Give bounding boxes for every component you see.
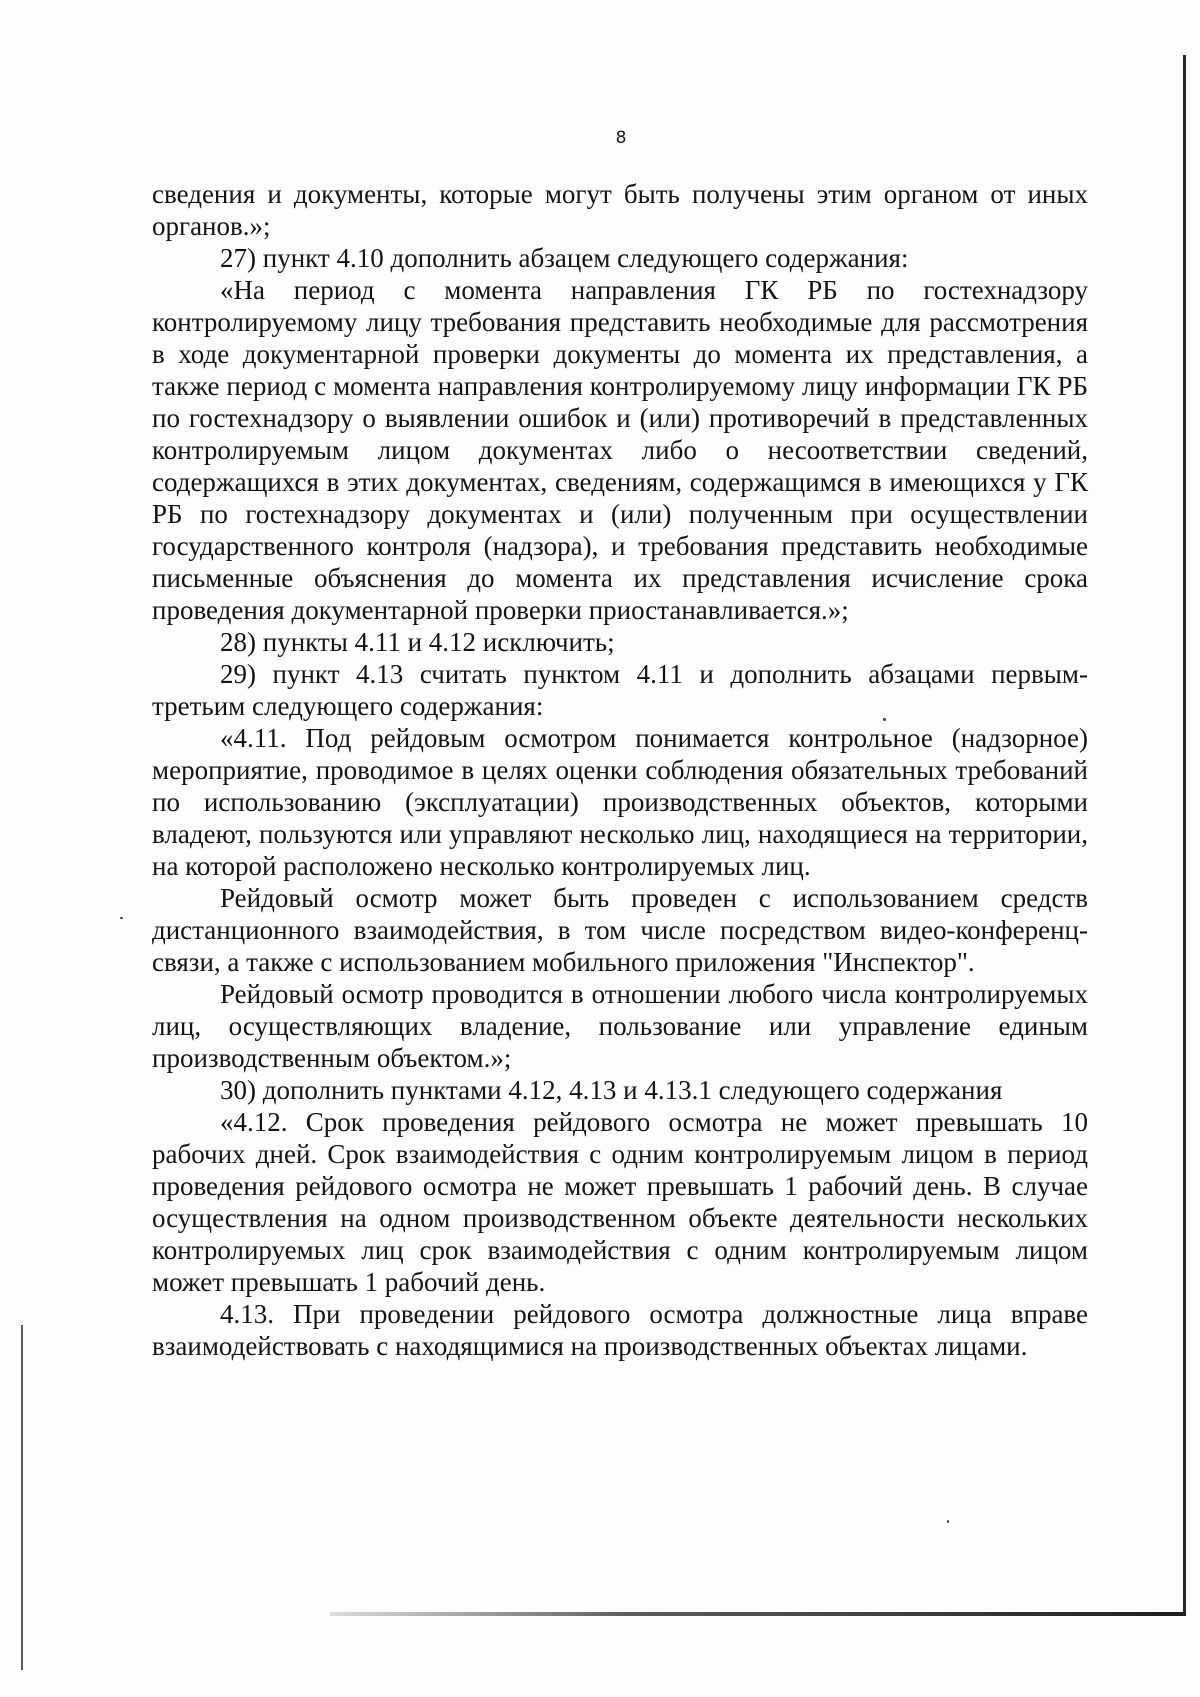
page-number: 8 [615, 128, 627, 148]
paragraph-item-28: 28) пункты 4.11 и 4.12 исключить; [220, 627, 615, 657]
paragraph-item-29: 29) пункт 4.13 считать пунктом 4.11 и дополнить абзацами первым-третьим следующего содержания: [152, 659, 1088, 721]
scan-speck [120, 917, 123, 919]
scan-edge-right [1183, 55, 1186, 1615]
paragraph-raid-scope: Рейдовый осмотр проводится в отношении любого числа контролируемых лиц, осуществляющих владение, пользование или управление единым производственным объектом.»; [152, 979, 1088, 1073]
paragraph-quote-4-10: «На период с момента направления ГК РБ по гостехнадзору контролируемому лицу требования представить необходимые для рассмотрения в ходе документарной проверки документы до момента их представления, а также период с момента направления контролируемому лицу информации ГК РБ по гостехнадзору о выявлении ошибок и (или) противоречий в представленных контролируемым лицом документах либо о несоответствии сведений, содержащихся в этих документах, сведениям, содержащимся в имеющихся у ГК РБ по гостехнадзору документах и (или) полученным при осуществлении государственного контроля (надзора), и требования представить необходимые письменные объяснения до момента их представления исчисление срока проведения документарной проверки приостанавливается.»; [152, 275, 1088, 625]
paragraph-raid-remote: Рейдовый осмотр может быть проведен с использованием средств дистанционного взаимодействия, в том числе посредством видео-конференц-связи, а также с использованием мобильного приложения "Инспектор". [152, 883, 1088, 977]
scan-speck [947, 1520, 949, 1523]
paragraph-continuation: сведения и документы, которые могут быть получены этим органом от иных органов.»; [152, 179, 1088, 241]
scan-edge-bottom [330, 1612, 1186, 1616]
scan-edge-left [21, 1325, 23, 1670]
document-body [152, 178, 1088, 1362]
paragraph-4-13: 4.13. При проведении рейдового осмотра должностные лица вправе взаимодействовать с находящимися на производственных объектах лицами. [152, 1299, 1088, 1361]
paragraph-item-30: 30) дополнить пунктами 4.12, 4.13 и 4.13.1 следующего содержания [220, 1075, 1003, 1105]
paragraph-quote-4-12: «4.12. Срок проведения рейдового осмотра не может превышать 10 рабочих дней. Срок взаимодействия с одним контролируемым лицом в период проведения рейдового осмотра не может превышать 1 рабочий день. В случае осуществления на одном производственном объекте деятельности нескольких контролируемых лиц срок взаимодействия с одним контролируемым лицом может превышать 1 рабочий день. [152, 1107, 1088, 1297]
paragraph-item-27: 27) пункт 4.10 дополнить абзацем следующего содержания: [220, 243, 909, 273]
paragraph-quote-4-11: «4.11. Под рейдовым осмотром понимается контрольное (надзорное) мероприятие, проводимое в целях оценки соблюдения обязательных требований по использованию (эксплуатации) производственных объектов, которыми владеют, пользуются или управляют несколько лиц, находящиеся на территории, на которой расположено несколько контролируемых лиц. [152, 723, 1088, 881]
